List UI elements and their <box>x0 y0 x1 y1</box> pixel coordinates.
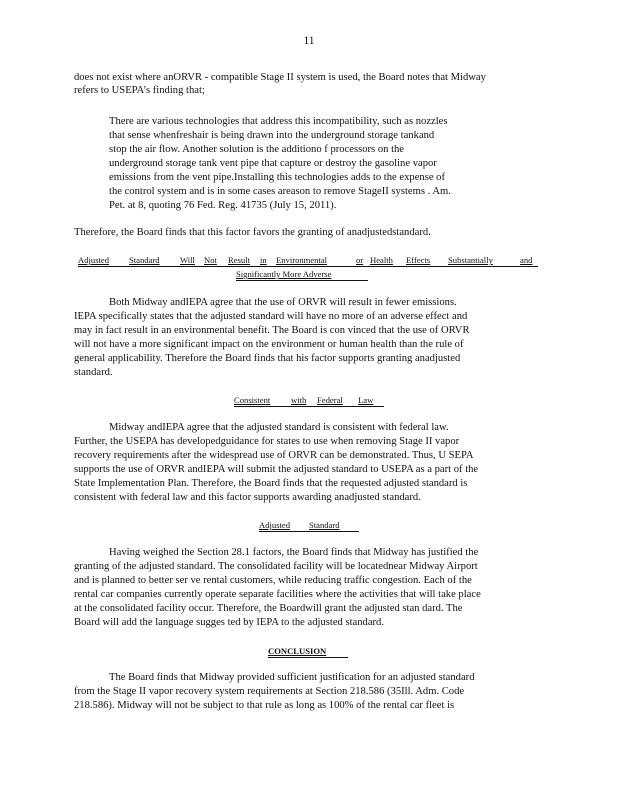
quote-line: Pet. at 8, quoting 76 Fed. Reg. 41735 (July 15, 2011). <box>109 200 337 211</box>
heading-word: Adjusted <box>259 520 291 530</box>
page-number: 11 <box>303 35 315 47</box>
quote-line: the control system and is in some cases areason to remove StageII systems . Am. <box>109 186 451 197</box>
quote-line: underground storage tank vent pipe that capture or destroy the gasoline vapor <box>109 158 437 169</box>
heading-underline <box>78 266 538 267</box>
therefore-line: Therefore, the Board finds that this factor favors the granting of anadjustedstandard. <box>74 227 431 238</box>
heading-underline <box>268 657 348 658</box>
body-line: may in fact result in an environmental benefit. The Board is con vinced that the use of ORVR <box>74 325 470 336</box>
body-line: The Board finds that Midway provided sufficient justification for an adjusted standard <box>109 672 475 683</box>
heading-word: with <box>291 395 307 405</box>
quote-line: There are various technologies that address this incompatibility, such as nozzles <box>109 116 448 127</box>
heading-word: or <box>356 255 364 265</box>
heading-word: and <box>520 255 533 265</box>
heading-word: Will <box>180 255 195 265</box>
heading-word: Law <box>358 395 374 405</box>
body-line: Board will add the language sugges ted by IEPA to the adjusted standard. <box>74 617 385 628</box>
body-line: recovery requirements after the widespread use of ORVR can be demonstrated. Thus, U SEPA <box>74 450 474 461</box>
heading-word: Result <box>228 255 250 265</box>
body-line: Having weighed the Section 28.1 factors, the Board finds that Midway has justified the <box>109 547 479 558</box>
body-line: standard. <box>74 367 113 378</box>
body-line: supports the use of ORVR andIEPA will submit the adjusted standard to USEPA as a part of the <box>74 464 479 475</box>
body-line: from the Stage II vapor recovery system requirements at Section 218.586 (35Ill. Adm. Code <box>74 686 465 697</box>
intro-line: refers to USEPA’s finding that; <box>74 85 205 96</box>
body-line: Further, the USEPA has developedguidance for states to use when removing Stage II vapor <box>74 436 460 447</box>
heading-word: Consistent <box>234 395 271 405</box>
quote-line: stop the air flow. Another solution is the additiono f processors on the <box>109 144 405 155</box>
body-line: granting of the adjusted standard. The consolidated facility will be locatednear Midway Airport <box>74 561 478 572</box>
heading-word: Federal <box>317 395 343 405</box>
heading-word: Effects <box>406 255 431 265</box>
heading-underline <box>236 280 368 281</box>
body-line: and is planned to better ser ve rental customers, while reducing traffic congestion. Each of the <box>74 575 472 586</box>
quote-line: emissions from the vent pipe.Installing this technologies adds to the expense of <box>109 172 445 183</box>
heading-word: Substantially <box>448 255 493 265</box>
body-line: State Implementation Plan. Therefore, the Board finds that the requested adjusted standard is <box>74 478 468 489</box>
heading-word: CONCLUSION <box>268 646 327 656</box>
body-line: general applicability. Therefore the Board finds that his factor supports granting anadjusted <box>74 353 461 364</box>
heading-word: Standard <box>129 255 160 265</box>
heading-word: Health <box>370 255 393 265</box>
heading-underline <box>259 531 359 532</box>
body-line: Midway andIEPA agree that the adjusted standard is consistent with federal law. <box>109 422 449 433</box>
body-line: at the consolidated facility occur. Therefore, the Boardwill grant the adjusted stan dard. The <box>74 603 463 614</box>
intro-line: does not exist where anORVR - compatible Stage II system is used, the Board notes that Midway <box>74 72 486 83</box>
body-line: consistent with federal law and this factor supports awarding anadjusted standard. <box>74 492 421 503</box>
quote-line: that sense whenfreshair is being drawn into the underground storage tankand <box>109 130 435 141</box>
heading-word: Adjusted <box>78 255 110 265</box>
heading-word: Standard <box>309 520 340 530</box>
body-line: IEPA specifically states that the adjusted standard will have no more of an adverse effect and <box>74 311 468 322</box>
body-line: 218.586). Midway will not be subject to that rule as long as 100% of the rental car fleet is <box>74 700 455 711</box>
heading-word: Not <box>204 255 217 265</box>
heading-word: Environmental <box>276 255 328 265</box>
body-line: Both Midway andIEPA agree that the use of ORVR will result in fewer emissions. <box>109 297 457 308</box>
body-line: will not have a more significant impact on the environment or human health than the rule of <box>74 339 464 350</box>
body-line: rental car companies currently operate separate facilities where the activities that will take place <box>74 589 481 600</box>
heading-word: in <box>260 255 267 265</box>
heading-underline <box>234 406 384 407</box>
heading-line-2: Significantly More Adverse <box>236 269 332 279</box>
